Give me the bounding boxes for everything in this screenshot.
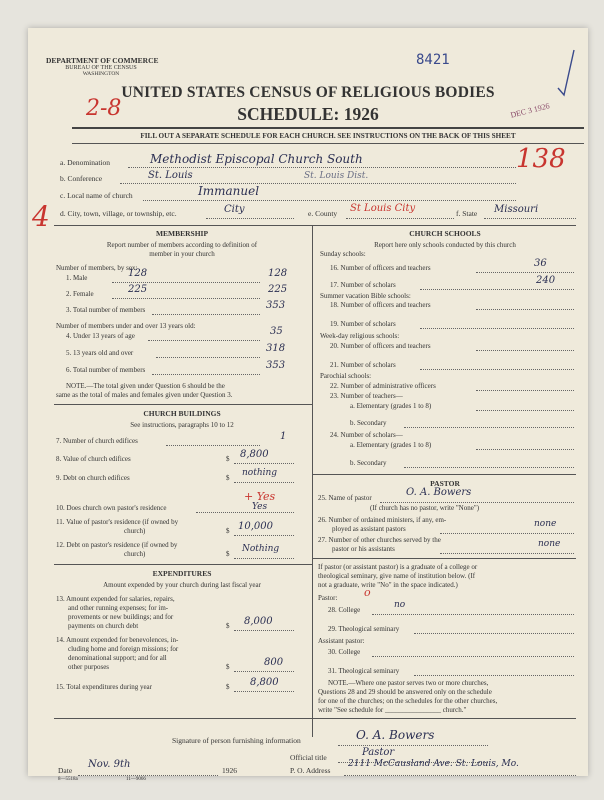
q8-dollar: $: [226, 455, 230, 463]
assistant-pastor-label: Assistant pastor:: [318, 637, 365, 645]
q18-label: 18. Number of officers and teachers: [330, 301, 431, 309]
signature-value[interactable]: O. A. Bowers: [356, 728, 435, 742]
pastor-inner-rule: [312, 558, 576, 559]
q4-line: [148, 340, 260, 341]
q27-value[interactable]: none: [538, 539, 561, 549]
q31-line: [414, 675, 574, 676]
q10-red-mark: + Yes: [244, 490, 276, 503]
q17-line: [420, 289, 574, 290]
q24a-line: [476, 449, 574, 450]
q23b-label: b. Secondary: [350, 419, 387, 427]
q1-line: [112, 282, 260, 283]
date-label: Date: [58, 766, 73, 775]
buildings-heading: CHURCH BUILDINGS: [143, 409, 221, 418]
q23a-line: [476, 410, 574, 411]
expenditures-heading: EXPENDITURES: [152, 569, 212, 578]
local-name-label: c. Local name of church: [60, 191, 133, 200]
form-title: UNITED STATES CENSUS OF RELIGIOUS BODIES: [121, 84, 495, 101]
date-value[interactable]: Nov. 9th: [88, 759, 131, 770]
q1-margin-value: 128: [128, 268, 148, 279]
q30-line: [372, 656, 574, 657]
q8-value[interactable]: 8,800: [240, 449, 269, 460]
q5-value[interactable]: 318: [266, 343, 286, 354]
buildings-rule: [54, 564, 312, 565]
state-line: [484, 218, 576, 219]
q11-label-1: 11. Value of pastor's residence (if owned by: [56, 518, 179, 526]
conference-label: b. Conference: [60, 174, 103, 183]
address-label: P. O. Address: [290, 766, 331, 775]
q14-dollar: $: [226, 663, 230, 671]
county-value[interactable]: St Louis City: [350, 203, 416, 214]
q6-value[interactable]: 353: [266, 360, 286, 371]
city-value[interactable]: City: [224, 204, 245, 215]
q23b-line: [404, 427, 574, 428]
q24b-label: b. Secondary: [350, 459, 387, 467]
q26-line: [440, 533, 574, 534]
denomination-value[interactable]: Methodist Episcopal Church South: [150, 152, 363, 166]
q23a-label: a. Elementary (grades 1 to 8): [350, 402, 432, 410]
members-by-sex-label: Number of members, by sex:: [56, 264, 138, 272]
q30-label: 30. College: [328, 648, 361, 656]
q14-label-2: cluding home and foreign missions; for: [68, 645, 179, 653]
q7-value[interactable]: 1: [280, 431, 287, 442]
buildings-subheading: See instructions, paragraphs 10 to 12: [130, 421, 234, 429]
membership-intro-2: member in your church: [149, 250, 215, 258]
q25-subnote: (If church has no pastor, write "None"): [370, 504, 480, 512]
conference-line: [120, 183, 516, 184]
q24-label: 24. Number of scholars—: [330, 431, 403, 439]
q13-value[interactable]: 8,000: [244, 616, 273, 627]
membership-heading: MEMBERSHIP: [155, 229, 209, 238]
summer-schools-label: Summer vacation Bible schools:: [320, 292, 411, 300]
schools-subheading: Report here only schools conducted by this church: [374, 241, 516, 249]
instruction-banner: FILL OUT A SEPARATE SCHEDULE FOR EACH CHURCH. SEE INSTRUCTIONS ON THE BACK OF THIS SHEET: [140, 132, 516, 140]
denomination-label: a. Denomination: [60, 158, 110, 167]
q12-label-1: 12. Debt on pastor's residence (if owned by: [56, 541, 178, 549]
signature-line: [338, 745, 488, 746]
q22-line: [476, 390, 574, 391]
q12-label-2: church): [124, 550, 146, 558]
q19-line: [420, 328, 574, 329]
address-line: [344, 775, 576, 776]
sunday-schools-label: Sunday schools:: [320, 250, 366, 258]
q13-line: [234, 630, 294, 631]
q13-label-4: payments on church debt: [68, 622, 139, 630]
q17-label: 17. Number of scholars: [330, 281, 396, 289]
q16-label: 16. Number of officers and teachers: [330, 264, 431, 272]
q11-value[interactable]: 10,000: [238, 521, 273, 532]
date-line: [78, 775, 218, 776]
conference-value[interactable]: St. Louis: [148, 170, 193, 181]
bureau-name: BUREAU OF THE CENSUS: [65, 65, 137, 71]
print-number: 11—9066: [126, 777, 146, 782]
q27-label-2: pastor or his assistants: [332, 545, 395, 553]
q14-line: [234, 671, 294, 672]
membership-intro-1: Report number of members according to definition of: [106, 241, 258, 249]
q13-label-1: 13. Amount expended for salaries, repairs,: [56, 595, 175, 603]
red-zero-mark: o: [364, 586, 371, 599]
weekday-schools-label: Week-day religious schools:: [320, 332, 400, 340]
q10-value[interactable]: Yes: [252, 502, 268, 512]
membership-note-1: NOTE.—The total given under Question 6 should be the: [66, 382, 225, 390]
membership-note-2: same as the total of males and females given under Question 3.: [56, 391, 233, 399]
q12-value[interactable]: Nothing: [242, 544, 280, 554]
q31-label: 31. Theological seminary: [328, 667, 400, 675]
date-year: 1926: [222, 766, 237, 775]
q24b-line: [404, 467, 574, 468]
q18-line: [476, 309, 574, 310]
q20-line: [476, 350, 574, 351]
q27-line: [440, 553, 574, 554]
q3-line: [152, 314, 260, 315]
q10-label: 10. Does church own pastor's residence: [56, 504, 167, 512]
q2-margin-value: 225: [128, 284, 148, 295]
q3-value[interactable]: 353: [266, 300, 286, 311]
q2-line: [112, 298, 260, 299]
q25-label: 25. Name of pastor: [318, 494, 372, 502]
local-name-value[interactable]: Immanuel: [198, 184, 260, 198]
local-name-line: [143, 200, 516, 201]
q22-label: 22. Number of administrative officers: [330, 382, 436, 390]
q13-label-2: and other running expenses; for im-: [68, 604, 169, 612]
graduate-intro-3: not a graduate, write "No" in the space indicated.): [318, 581, 458, 589]
q12-dollar: $: [226, 550, 230, 558]
q14-label-1: 14. Amount expended for benevolences, in-: [56, 636, 179, 644]
column-divider: [312, 225, 313, 737]
pastor-note-1: NOTE.—Where one pastor serves two or more churches,: [328, 679, 489, 687]
q4-value[interactable]: 35: [270, 326, 283, 337]
denomination-line: [128, 167, 516, 168]
pastor-heading: PASTOR: [430, 479, 460, 488]
address-value[interactable]: 2111 McCausland Ave. St. Louis, Mo.: [348, 759, 519, 769]
age-intro-label: Number of members under and over 13 years old:: [56, 322, 196, 330]
q6-label: 6. Total number of members: [66, 366, 146, 374]
q11-line: [234, 535, 294, 536]
q14-value[interactable]: 800: [264, 657, 284, 668]
header-rule: [72, 127, 584, 129]
red-number-left: 2-8: [86, 96, 122, 121]
q2-value[interactable]: 225: [268, 284, 288, 295]
q4-label: 4. Under 13 years of age: [66, 332, 135, 340]
section-top-rule: [54, 225, 576, 226]
q6-line: [152, 374, 260, 375]
q7-label: 7. Number of church edifices: [56, 437, 138, 445]
q20-label: 20. Number of officers and teachers: [330, 342, 431, 350]
q29-line: [414, 633, 574, 634]
q15-line: [234, 691, 294, 692]
q10-line: [196, 512, 294, 513]
county-line: [346, 218, 454, 219]
q14-label-3: denominational support; and for all: [68, 654, 167, 662]
q14-label-4: other purposes: [68, 663, 110, 671]
q9-label: 9. Debt on church edifices: [56, 474, 130, 482]
pastor-note-3: for one of the churches; on the schedules for the other churches,: [318, 697, 498, 705]
stamp-number: 8421: [416, 52, 450, 68]
q5-line: [156, 357, 260, 358]
q28-line: [372, 614, 574, 615]
q11-dollar: $: [226, 527, 230, 535]
q17-value[interactable]: 240: [536, 275, 556, 286]
q8-label: 8. Value of church edifices: [56, 455, 131, 463]
city-line: [206, 218, 294, 219]
q12-line: [234, 558, 294, 559]
q28-value[interactable]: no: [394, 600, 406, 610]
instruction-rule: [72, 143, 584, 144]
q9-dollar: $: [226, 474, 230, 482]
q28-label: 28. College: [328, 606, 361, 614]
q15-dollar: $: [226, 683, 230, 691]
official-title-value[interactable]: Pastor: [362, 747, 395, 758]
q7-line: [166, 445, 260, 446]
state-label: f. State: [456, 209, 478, 218]
expenditures-subheading: Amount expended by your church during last fiscal year: [103, 581, 261, 589]
q24a-label: a. Elementary (grades 1 to 8): [350, 441, 432, 449]
q26-value[interactable]: none: [534, 519, 557, 529]
form-number: 8—5518a: [58, 777, 78, 782]
q27-label-1: 27. Number of other churches served by the: [318, 536, 441, 544]
received-date-stamp: DEC 3 1926: [509, 101, 551, 120]
q9-line: [234, 482, 294, 483]
red-number-right: 138: [516, 144, 566, 174]
q15-label: 15. Total expenditures during year: [56, 683, 152, 691]
q3-label: 3. Total number of members: [66, 306, 146, 314]
form-subtitle: SCHEDULE: 1926: [237, 104, 379, 124]
q11-label-2: church): [124, 527, 146, 535]
q2-label: 2. Female: [66, 290, 94, 298]
schools-rule: [312, 474, 576, 475]
bureau-city: WASHINGTON: [82, 71, 120, 77]
q23-label: 23. Number of teachers—: [330, 392, 403, 400]
state-value[interactable]: Missouri: [494, 204, 539, 215]
q5-label: 5. 13 years old and over: [66, 349, 134, 357]
q13-label-3: provements or new buildings; and for: [68, 613, 174, 621]
official-title-label: Official title: [290, 753, 327, 762]
parochial-schools-label: Parochial schools:: [320, 372, 372, 380]
q26-label-2: ployed as assistant pastors: [332, 525, 406, 533]
q16-value[interactable]: 36: [534, 258, 547, 269]
red-margin-mark: 4: [32, 200, 50, 233]
q21-label: 21. Number of scholars: [330, 361, 396, 369]
q26-label-1: 26. Number of ordained ministers, if any, em-: [318, 516, 447, 524]
q15-value[interactable]: 8,800: [250, 677, 279, 688]
pastor-note-2: Questions 28 and 29 should be answered only on the schedule: [318, 688, 492, 696]
q29-label: 29. Theological seminary: [328, 625, 400, 633]
city-label: d. City, town, village, or township, etc.: [60, 209, 177, 218]
signature-label: Signature of person furnishing information: [172, 736, 301, 745]
q9-value[interactable]: nothing: [242, 468, 278, 478]
schools-heading: CHURCH SCHOOLS: [409, 229, 481, 238]
county-label: e. County: [308, 209, 338, 218]
footer-top-rule: [54, 718, 576, 719]
q25-value[interactable]: O. A. Bowers: [406, 487, 472, 498]
membership-rule: [54, 404, 312, 405]
q16-line: [476, 272, 574, 273]
pastor-subsection-label: Pastor:: [318, 594, 338, 602]
q1-label: 1. Male: [66, 274, 88, 282]
graduate-intro-2: theological seminary, give name of institution below. (If: [318, 572, 476, 580]
q21-line: [420, 369, 574, 370]
conference-district[interactable]: St. Louis Dist.: [304, 171, 369, 181]
department-name: DEPARTMENT OF COMMERCE: [46, 56, 159, 65]
pastor-note-4: write "See schedule for ________________ church.": [318, 706, 467, 714]
q19-label: 19. Number of scholars: [330, 320, 396, 328]
q25-line: [380, 502, 574, 503]
q1-value[interactable]: 128: [268, 268, 288, 279]
q13-dollar: $: [226, 622, 230, 630]
graduate-intro-1: If pastor (or assistant pastor) is a graduate of a college or: [318, 563, 478, 571]
q8-line: [234, 463, 294, 464]
census-schedule-sheet: [28, 28, 588, 782]
